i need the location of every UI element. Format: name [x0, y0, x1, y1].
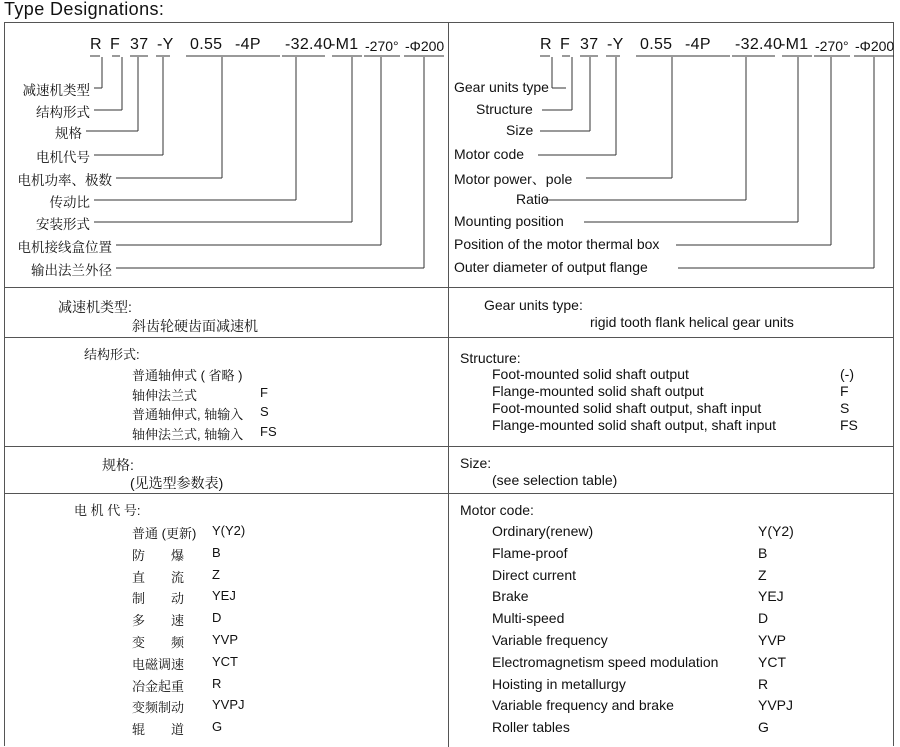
designation-label-en-2: Structure — [476, 101, 533, 117]
designation-label-en-9: Outer diameter of output flange — [454, 259, 648, 275]
motor-code-heading-en: Motor code: — [460, 502, 534, 518]
motor-code-en: YCT — [758, 653, 786, 670]
code-part-6-en: -4P — [685, 36, 711, 53]
motor-code-en: YVPJ — [758, 697, 794, 714]
code-part-7-en: -32.40 — [735, 36, 783, 53]
structure-code-en: S — [840, 400, 850, 416]
designation-label-en-7: Mounting position — [454, 213, 564, 229]
motor-type-cn: 变频制动 — [132, 700, 185, 716]
designation-label-cn-5: 电机功率、极数 — [17, 173, 112, 188]
code-part-8-en: -M1 — [780, 36, 809, 53]
motor-code-en: Y(Y2) — [758, 523, 794, 539]
designation-label-en-5: Motor power、pole — [454, 171, 573, 187]
gear-type-value-en: rigid tooth flank helical gear units — [590, 314, 794, 330]
motor-code-cn: R — [212, 675, 222, 691]
designation-label-cn-7: 安装形式 — [36, 217, 90, 232]
motor-code-en: G — [758, 719, 769, 736]
motor-code-en: Z — [758, 566, 767, 583]
code-part-9-cn: -270° — [365, 38, 399, 54]
motor-type-en: Variable frequency and brake — [492, 697, 674, 714]
motor-code-heading-cn: 电 机 代 号: — [74, 503, 141, 518]
motor-type-en: Multi-speed — [492, 610, 565, 627]
motor-type-cn: 变 频 — [132, 635, 185, 650]
motor-type-cn: 普通 (更新) — [132, 526, 197, 541]
structure-item-cn: 普通轴伸式 ( 省略 ) — [132, 368, 243, 383]
designation-label-en-4: Motor code — [454, 146, 525, 162]
code-part-5-cn: 0.55 — [190, 36, 223, 53]
code-part-4-cn: -Y — [157, 36, 174, 53]
motor-code-en: R — [758, 675, 769, 692]
size-value-en: (see selection table) — [492, 472, 618, 488]
size-heading-en: Size: — [460, 455, 492, 471]
size-heading-cn: 规格: — [102, 457, 134, 473]
designation-label-cn-2: 结构形式 — [36, 105, 90, 120]
motor-code-cn: D — [212, 610, 222, 626]
designation-label-en-6: Ratio — [516, 191, 549, 207]
motor-code-cn: YVP — [212, 632, 239, 647]
motor-code-en: B — [758, 544, 768, 561]
structure-code-cn: FS — [260, 423, 277, 439]
code-part-1-cn: R — [90, 36, 102, 53]
motor-code-cn: B — [212, 544, 221, 560]
designation-label-cn-9: 输出法兰外径 — [31, 263, 112, 278]
motor-type-cn: 制 动 — [132, 591, 185, 607]
code-part-8-cn: -M1 — [330, 36, 359, 53]
code-part-2-cn: F — [110, 36, 121, 53]
structure-item-cn: 普通轴伸式, 轴输入 — [132, 407, 244, 422]
motor-code-en: YVP — [758, 632, 787, 648]
code-part-10-cn: -Φ200 — [405, 38, 445, 54]
motor-code-cn: YEJ — [212, 588, 236, 604]
motor-code-en: D — [758, 610, 769, 627]
structure-code-cn: S — [260, 404, 269, 419]
structure-code-cn: F — [260, 384, 268, 400]
code-part-4-en: -Y — [607, 36, 624, 53]
structure-code-en: F — [840, 383, 849, 399]
structure-item-en: Foot-mounted solid shaft output — [492, 366, 689, 382]
structure-item-en: Foot-mounted solid shaft output, shaft input — [492, 400, 762, 416]
motor-code-cn: Y(Y2) — [212, 523, 246, 538]
code-part-7-cn: -32.40 — [285, 36, 333, 53]
motor-type-cn: 冶金起重 — [132, 678, 185, 694]
structure-heading-cn: 结构形式: — [84, 347, 140, 362]
motor-code-en: YEJ — [758, 588, 784, 605]
gear-type-heading-en: Gear units type: — [484, 297, 583, 313]
motor-type-cn: 直 流 — [132, 569, 185, 585]
designation-label-cn-3: 规格 — [55, 126, 82, 141]
code-part-1-en: R — [540, 36, 552, 53]
motor-type-en: Direct current — [492, 566, 577, 583]
motor-type-en: Variable frequency — [492, 632, 608, 648]
motor-code-cn: Z — [212, 566, 220, 582]
designation-label-en-3: Size — [506, 122, 534, 138]
motor-type-cn: 防 爆 — [132, 547, 185, 563]
structure-item-en: Flange-mounted solid shaft output, shaft input — [492, 417, 777, 433]
size-value-cn: (见选型参数表) — [130, 475, 224, 491]
designation-label-en-1: Gear units type — [454, 79, 549, 95]
code-part-5-en: 0.55 — [640, 36, 673, 53]
motor-type-cn: 电磁调速 — [132, 656, 185, 672]
motor-code-cn: YCT — [212, 653, 238, 669]
designation-label-cn-8: 电机接线盒位置 — [17, 240, 112, 255]
structure-heading-en: Structure: — [460, 350, 521, 366]
structure-item-cn: 轴伸法兰式, 轴输入 — [132, 426, 244, 442]
motor-type-en: Flame-proof — [492, 544, 568, 561]
code-part-3-en: 37 — [580, 36, 599, 53]
code-part-3-cn: 37 — [130, 36, 149, 53]
designation-label-en-8: Position of the motor thermal box — [454, 236, 660, 252]
motor-type-en: Brake — [492, 588, 529, 605]
structure-code-en: FS — [840, 417, 858, 433]
structure-item-cn: 轴伸法兰式 — [132, 387, 198, 403]
motor-type-en: Hoisting in metallurgy — [492, 675, 626, 692]
code-part-9-en: -270° — [815, 38, 849, 54]
motor-code-cn: YVPJ — [212, 697, 245, 713]
page-title: Type Designations: — [4, 0, 165, 19]
gear-type-value-cn: 斜齿轮硬齿面减速机 — [132, 318, 258, 334]
motor-type-en: Electromagnetism speed modulation — [492, 653, 719, 670]
code-part-2-en: F — [560, 36, 571, 53]
designation-label-cn-6: 传动比 — [49, 195, 90, 210]
code-part-6-cn: -4P — [235, 36, 261, 53]
structure-code-en: (-) — [840, 366, 854, 382]
designation-label-cn-1: 减速机类型 — [22, 83, 90, 98]
designation-label-cn-4: 电机代号 — [36, 150, 90, 165]
gear-type-heading-cn: 减速机类型: — [58, 299, 132, 315]
motor-type-cn: 辊 道 — [132, 722, 185, 738]
motor-type-en: Roller tables — [492, 719, 570, 736]
motor-code-cn: G — [212, 719, 223, 735]
motor-type-cn: 多 速 — [132, 613, 185, 629]
code-part-10-en: -Φ200 — [855, 38, 895, 54]
motor-type-en: Ordinary(renew) — [492, 523, 594, 539]
structure-item-en: Flange-mounted solid shaft output — [492, 383, 704, 399]
